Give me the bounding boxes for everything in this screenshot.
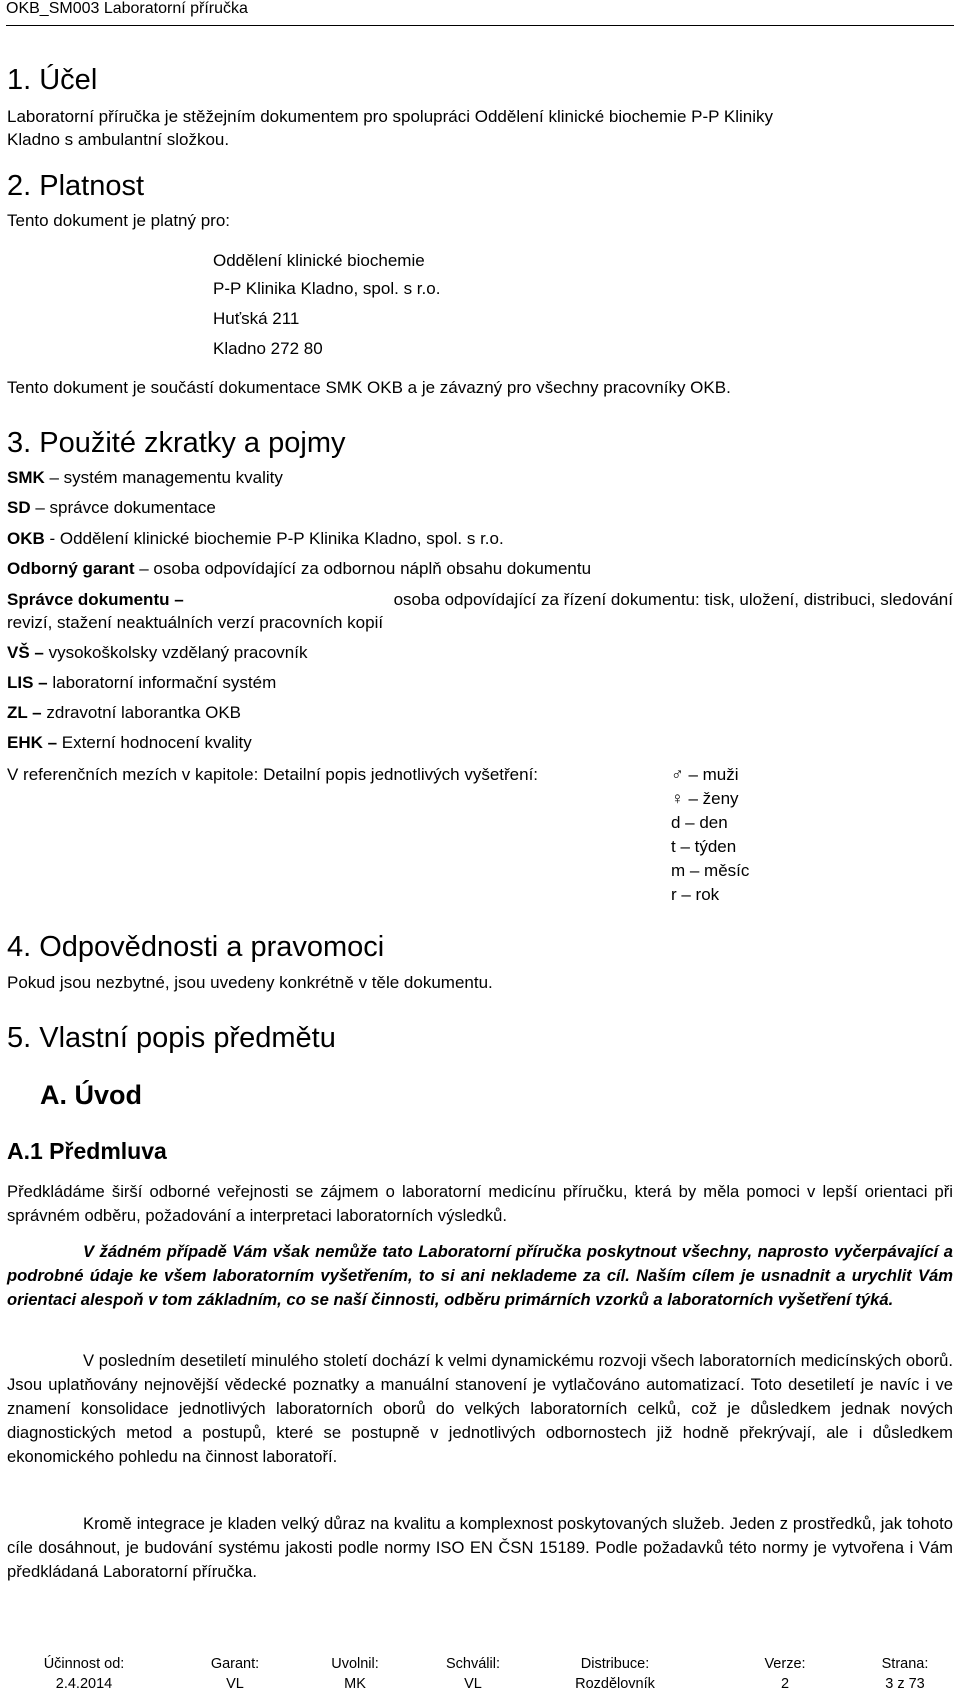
- section-2-note: Tento dokument je součástí dokumentace SMK OKB a je závazný pro všechny pracovníky OKB.: [7, 378, 731, 397]
- header-divider: [6, 25, 954, 26]
- reference-ranges-text: V referenčních mezích v kapitole: Detailní popis jednotlivých vyšetření:: [7, 765, 539, 784]
- section-5-heading: 5. Vlastní popis předmětu: [7, 1022, 336, 1054]
- footer-value: VL: [226, 1676, 244, 1692]
- spravce-definition-continued: revizí, stažení neaktuálních verzí pracovních kopií: [7, 613, 384, 632]
- term-definition: – osoba odpovídající za odbornou náplň obsahu dokumentu: [134, 559, 592, 578]
- term-abbr: SMK: [7, 468, 45, 487]
- section-4-heading: 4. Odpovědnosti a pravomoci: [7, 931, 385, 963]
- subsection-a1-heading: A.1 Předmluva: [7, 1138, 167, 1164]
- address-line-2: P-P Klinika Kladno, spol. s r.o.: [213, 279, 441, 298]
- footer-label: Garant:: [210, 1656, 260, 1672]
- spravce-row: [7, 589, 953, 611]
- section-3-heading: 3. Použité zkratky a pojmy: [7, 427, 346, 459]
- section-4-text: Pokud jsou nezbytné, jsou uvedeny konkrétně v těle dokumentu.: [7, 973, 493, 992]
- term-definition: – správce dokumentace: [30, 498, 216, 517]
- term-abbr: Správce dokumentu –: [7, 590, 184, 609]
- term-definition: zdravotní laborantka OKB: [41, 703, 242, 722]
- term-definition: osoba odpovídající za řízení dokumentu: tisk, uložení, distribuci, sledování: [393, 590, 953, 609]
- term-abbr: EHK –: [7, 733, 58, 752]
- reference-item: t – týden: [671, 837, 737, 856]
- reference-item: d – den: [671, 813, 728, 832]
- footer-cell-approved: [428, 1654, 518, 1694]
- reference-item: ♂ – muži: [671, 765, 739, 784]
- term-definition: Externí hodnocení kvality: [57, 733, 252, 752]
- footer-cell-version: [750, 1654, 820, 1694]
- address-line-4: Kladno 272 80: [213, 339, 323, 358]
- document-footer: [0, 1654, 960, 1692]
- address-line-1: Oddělení klinické biochemie: [213, 251, 425, 270]
- term-definition: vysokoškolsky vzdělaný pracovník: [43, 643, 308, 662]
- footer-cell-page: [860, 1654, 950, 1694]
- term-definition: - Oddělení klinické biochemie P-P Klinika Kladno, spol. s r.o.: [44, 529, 504, 548]
- term-row: [7, 467, 283, 489]
- term-row: [7, 732, 252, 754]
- reference-item: r – rok: [671, 885, 720, 904]
- footer-label: Verze:: [764, 1656, 806, 1672]
- term-row: [7, 702, 241, 724]
- term-abbr: Odborný garant: [7, 559, 135, 578]
- section-1-heading: 1. Účel: [7, 64, 98, 96]
- footer-label: Uvolnil:: [331, 1656, 379, 1672]
- address-line-3: Huťská 211: [213, 309, 300, 328]
- term-row: [7, 672, 276, 694]
- term-row: [7, 558, 591, 580]
- section-1-text-line-2: Kladno s ambulantní složkou.: [7, 130, 230, 149]
- footer-cell-released: [310, 1654, 400, 1694]
- paragraph-disclaimer: V žádném případě Vám však nemůže tato Laboratorní příručka poskytnout všechny, naprosto vyčerpávající a podrobné údaje ke všem laboratorním vyšetřením, to si ani neklademe za cíl. Naším cílem je usnadnit a urychlit Vám orientaci alespoň v tom základním, co se naší činnosti, odběru primárních vzorků a laboratorních vyšetření týká.: [7, 1242, 953, 1309]
- document-header-title: OKB_SM003 Laboratorní příručka: [6, 0, 248, 17]
- reference-item: m – měsíc: [671, 861, 750, 880]
- section-1-text-line-1: Laboratorní příručka je stěžejním dokumentem pro spolupráci Oddělení klinické biochemie P-P Kliniky: [7, 107, 774, 126]
- footer-value: VL: [464, 1676, 482, 1692]
- paragraph-quality: Kromě integrace je kladen velký důraz na kvalitu a komplexnost poskytovaných služeb. Jeden z prostředků, jak tohoto cíle dosáhnout, je budování systému jakosti podle normy ISO EN ČSN 15189. Podle požadavků této normy je vytvořena i Vám předkládaná Laboratorní příručka.: [7, 1514, 953, 1581]
- term-row: [7, 642, 307, 664]
- reference-item: ♀ – ženy: [671, 789, 739, 808]
- term-abbr: SD: [7, 498, 31, 517]
- footer-value: 2.4.2014: [55, 1676, 113, 1692]
- footer-value: Rozdělovník: [575, 1676, 655, 1692]
- subsection-a-heading: A. Úvod: [40, 1080, 143, 1110]
- footer-label: Strana:: [881, 1656, 929, 1672]
- section-2-heading: 2. Platnost: [7, 170, 145, 202]
- footer-cell-effective-date: [24, 1654, 144, 1694]
- term-definition: – systém managementu kvality: [44, 468, 283, 487]
- term-abbr: VŠ –: [7, 643, 44, 662]
- term-abbr: LIS –: [7, 673, 48, 692]
- term-definition: laboratorní informační systém: [47, 673, 277, 692]
- footer-value: 3 z 73: [885, 1676, 925, 1692]
- term-row: [7, 528, 504, 550]
- footer-label: Distribuce:: [580, 1656, 650, 1672]
- footer-label: Schválil:: [446, 1656, 500, 1672]
- term-abbr: ZL –: [7, 703, 42, 722]
- footer-cell-distribution: [560, 1654, 670, 1694]
- paragraph-history: V posledním desetiletí minulého století dochází k velmi dynamickému rozvoji všech laboratorních medicínských oborů. Jsou uplatňovány nejnovější vědecké poznatky a manuální stanovení je vytlačováno automatizací. Toto desetiletí je navíc i ve znamení konsolidace jednotlivých laboratorních oborů do velkých laboratorních celků, což je důsledkem jednak nových diagnostických metod a postupů, které se postupně v jednotlivých odbornostech již hodně překrývají, ale i důsledkem ekonomického pohledu na činnost laboratoří.: [7, 1351, 953, 1466]
- footer-value: 2: [780, 1676, 790, 1692]
- footer-label: Účinnost od:: [43, 1656, 125, 1672]
- term-abbr: OKB: [7, 529, 45, 548]
- term-row: [7, 497, 216, 519]
- section-2-intro: Tento dokument je platný pro:: [7, 211, 231, 230]
- footer-cell-guarantor: [190, 1654, 280, 1694]
- paragraph-preface: Předkládáme širší odborné veřejnosti se zájmem o laboratorní medicínu příručku, která by měla pomoci v lepší orientaci při správném odběru, požadování a interpretaci laboratorních výsledků.: [7, 1182, 953, 1225]
- footer-value: MK: [344, 1676, 366, 1692]
